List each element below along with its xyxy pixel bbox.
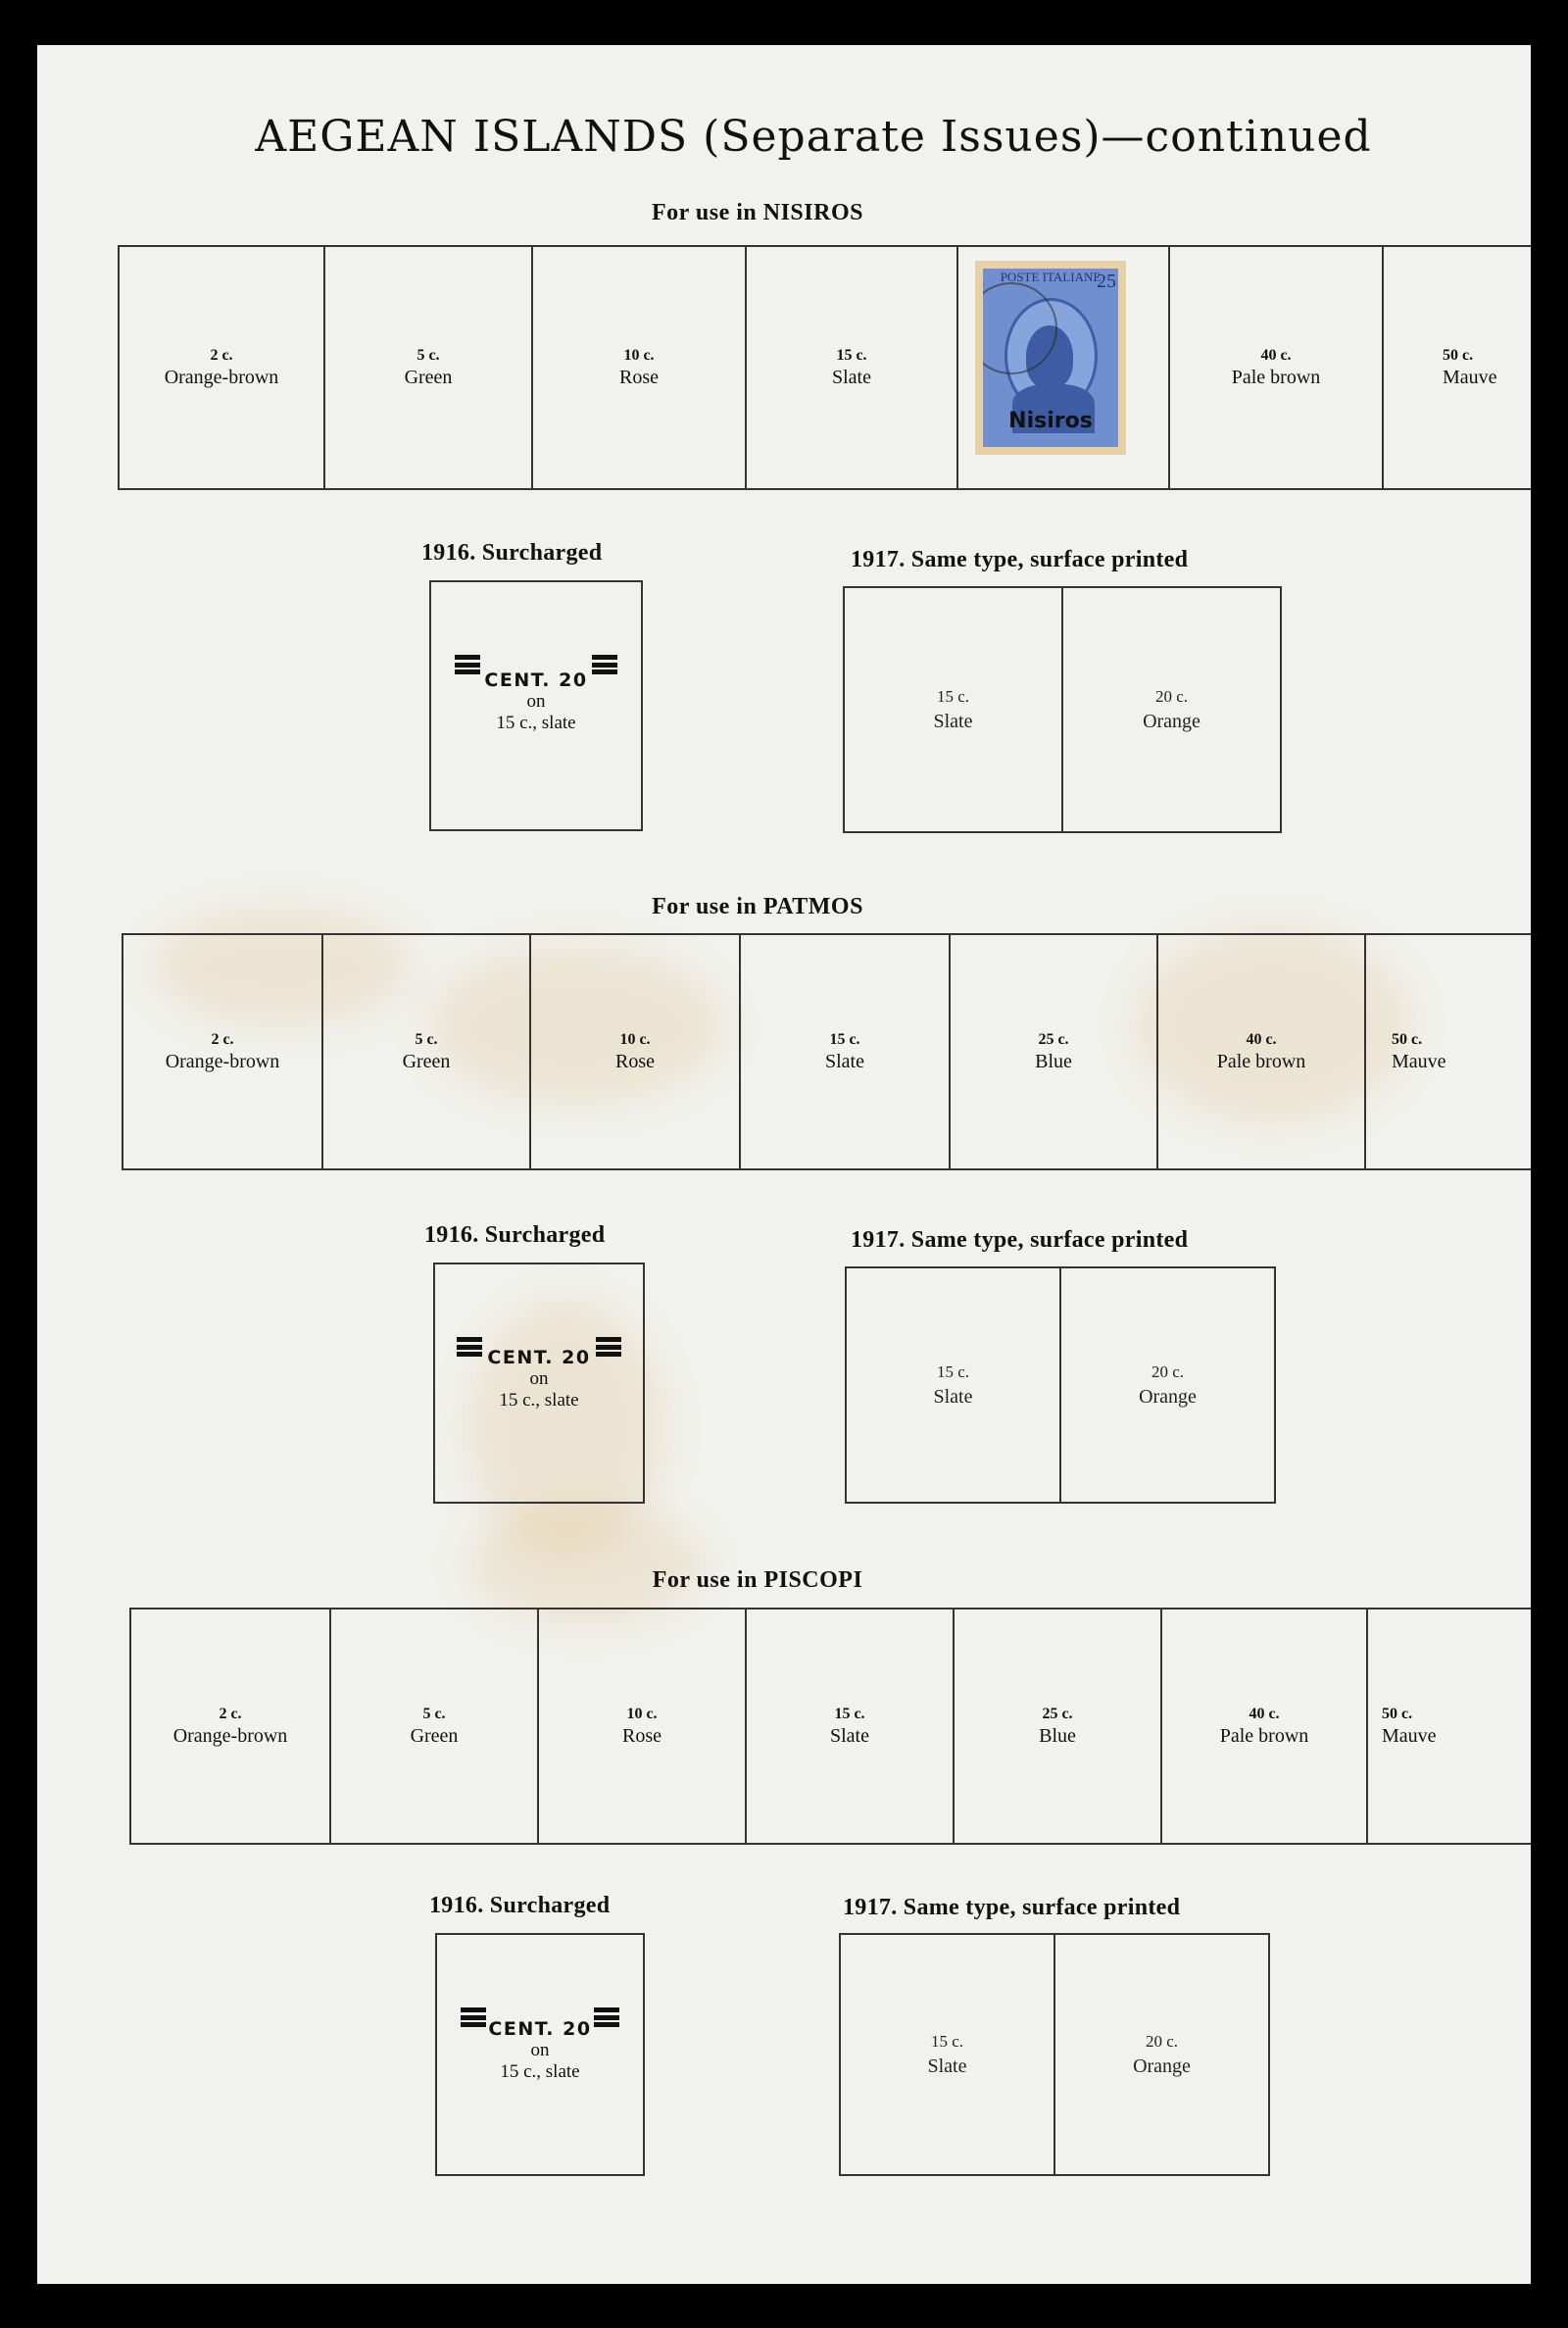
- surcharge-box: [433, 1263, 645, 1504]
- stamp-space: [539, 1610, 747, 1843]
- stamp-space: [131, 1610, 331, 1843]
- surcharge-caption: 1916. Surcharged: [429, 1893, 611, 1918]
- stamp-space: [747, 1610, 955, 1843]
- surcharge-text: CENT. 20: [484, 669, 588, 691]
- stamp-value: 10 c.: [626, 1705, 658, 1722]
- stamp-space: [951, 935, 1158, 1168]
- stamp-value: 15 c.: [829, 1030, 860, 1048]
- section-heading-nisiros: For use in NISIROS: [652, 200, 863, 225]
- stamp-value: 40 c.: [1246, 1030, 1277, 1048]
- stamp-space: [845, 588, 1061, 831]
- stamp-color: Slate: [927, 2055, 967, 2077]
- stamp-denomination: 25: [1097, 271, 1116, 292]
- stamp-space: [1158, 935, 1366, 1168]
- stamp-value: 25 c.: [1038, 1030, 1069, 1048]
- stamp-color: Orange-brown: [172, 1724, 288, 1747]
- stamp-color: Orange-brown: [165, 1050, 280, 1072]
- stamp-value: 15 c.: [930, 2031, 964, 2051]
- stamp-space: [533, 247, 747, 488]
- stamp-space: [1366, 935, 1531, 1168]
- stamp-value: 15 c.: [836, 346, 867, 364]
- stamp-value: 20 c.: [1151, 1362, 1185, 1381]
- stamp-color: Green: [404, 366, 453, 388]
- stamp-color: Green: [410, 1724, 459, 1747]
- same-type-caption: 1917. Same type, surface printed: [843, 1895, 1181, 1920]
- stamp-space: [1170, 247, 1384, 488]
- same-type-caption: 1917. Same type, surface printed: [851, 1227, 1189, 1253]
- stamp-value: 5 c.: [422, 1705, 446, 1722]
- stamp-color: Orange: [1143, 710, 1200, 732]
- same-type-caption: 1917. Same type, surface printed: [851, 547, 1189, 572]
- stamp-value: 20 c.: [1154, 686, 1189, 706]
- surcharge-base: 15 c., slate: [499, 1390, 579, 1411]
- stamp-color: Blue: [1035, 1050, 1072, 1072]
- stamp-value: 2 c.: [210, 346, 233, 364]
- surcharge-caption: 1916. Surcharged: [424, 1222, 606, 1248]
- stamp-color: Orange: [1139, 1385, 1197, 1408]
- stamp-row-piscopi: [129, 1608, 1531, 1845]
- stamp-value: 40 c.: [1249, 1705, 1280, 1722]
- stamp-overprint: Nisiros: [1008, 409, 1093, 433]
- stamp-color: Pale brown: [1219, 1724, 1309, 1747]
- page-title: AEGEAN ISLANDS (Separate Issues)—continued: [255, 112, 1372, 162]
- stamp-image: [975, 261, 1126, 455]
- stamp-space: [1061, 588, 1280, 831]
- stamp-value: 2 c.: [219, 1705, 242, 1722]
- stamp-color: Slate: [825, 1050, 864, 1072]
- stamp-color: Mauve: [1443, 366, 1497, 388]
- stamp-color: Green: [402, 1050, 451, 1072]
- stamp-color: Mauve: [1382, 1724, 1437, 1747]
- stamp-row-nisiros: [118, 245, 1531, 490]
- stamp-space: [841, 1935, 1054, 2174]
- stamp-space: [1368, 1610, 1531, 1843]
- stain-mark: [468, 1506, 704, 1623]
- stamp-value: 50 c.: [1392, 1030, 1423, 1048]
- stamp-space: [1054, 1935, 1268, 2174]
- stamp-color: Rose: [619, 366, 659, 388]
- stamp-top-text: POSTE ITALIANE: [1000, 270, 1102, 284]
- surcharge-bars-right: [596, 1337, 621, 1357]
- stamp-value: 10 c.: [619, 1030, 651, 1048]
- surcharge-on: on: [529, 1368, 549, 1389]
- stamp-space: [531, 935, 741, 1168]
- surcharge-text: CENT. 20: [487, 1347, 591, 1368]
- stamp-value: 5 c.: [415, 1030, 438, 1048]
- stamp-color: Slate: [933, 710, 973, 732]
- stamp-color: Slate: [933, 1385, 973, 1408]
- stamp-value: 2 c.: [211, 1030, 234, 1048]
- surcharge-box: [435, 1933, 645, 2176]
- surcharge-bars-left: [457, 1337, 482, 1357]
- surcharge-caption: 1916. Surcharged: [421, 540, 603, 566]
- surcharge-box: [429, 580, 643, 831]
- stamp-space: [747, 247, 958, 488]
- stamp-value: 40 c.: [1260, 346, 1292, 364]
- stamp-color: Orange-brown: [164, 366, 279, 388]
- stamp-space: [120, 247, 325, 488]
- same-type-box: [845, 1266, 1276, 1504]
- surcharge-base: 15 c., slate: [496, 713, 576, 733]
- stamp-color: Blue: [1039, 1724, 1076, 1747]
- stamp-color: Rose: [615, 1050, 655, 1072]
- surcharge-base: 15 c., slate: [500, 2061, 580, 2082]
- stamp-space: [1059, 1268, 1274, 1502]
- stamp-value: 50 c.: [1443, 346, 1474, 364]
- stamp-value: 20 c.: [1145, 2031, 1179, 2051]
- stamp-value: 10 c.: [623, 346, 655, 364]
- stamp-row-patmos: [122, 933, 1531, 1170]
- stamp-color: Mauve: [1392, 1050, 1446, 1072]
- stamp-value: 5 c.: [416, 346, 440, 364]
- stamp-space: [1162, 1610, 1368, 1843]
- stamp-space: [331, 1610, 539, 1843]
- stamp-value: 15 c.: [834, 1705, 865, 1722]
- stamp-color: Pale brown: [1231, 366, 1321, 388]
- surcharge-bars-left: [461, 2007, 486, 2027]
- section-heading-piscopi: For use in PISCOPI: [652, 1567, 863, 1593]
- stamp-space: [955, 1610, 1162, 1843]
- surcharge-bars-left: [455, 655, 480, 674]
- stamp-space: [847, 1268, 1059, 1502]
- album-page: [37, 45, 1531, 2284]
- surcharge-bars-right: [594, 2007, 619, 2027]
- stamp-space: [741, 935, 951, 1168]
- stamp-space: [325, 247, 533, 488]
- stamp-value: 15 c.: [936, 1362, 970, 1381]
- stamp-space: [323, 935, 531, 1168]
- stamp-color: Slate: [830, 1724, 869, 1747]
- section-heading-patmos: For use in PATMOS: [652, 894, 863, 919]
- same-type-box: [839, 1933, 1270, 2176]
- stamp-value: 50 c.: [1382, 1705, 1413, 1722]
- stamp-value: 15 c.: [936, 686, 970, 706]
- stamp-space: [123, 935, 323, 1168]
- surcharge-on: on: [530, 2040, 550, 2060]
- stamp-color: Slate: [832, 366, 871, 388]
- surcharge-text: CENT. 20: [488, 2018, 592, 2040]
- stamp-color: Rose: [622, 1724, 662, 1747]
- surcharge-on: on: [526, 691, 546, 712]
- stamp-color: Pale brown: [1216, 1050, 1306, 1072]
- same-type-box: [843, 586, 1282, 833]
- stamp-space: [1384, 247, 1531, 488]
- stamp-value: 25 c.: [1042, 1705, 1073, 1722]
- surcharge-bars-right: [592, 655, 617, 674]
- stamp-color: Orange: [1133, 2055, 1191, 2077]
